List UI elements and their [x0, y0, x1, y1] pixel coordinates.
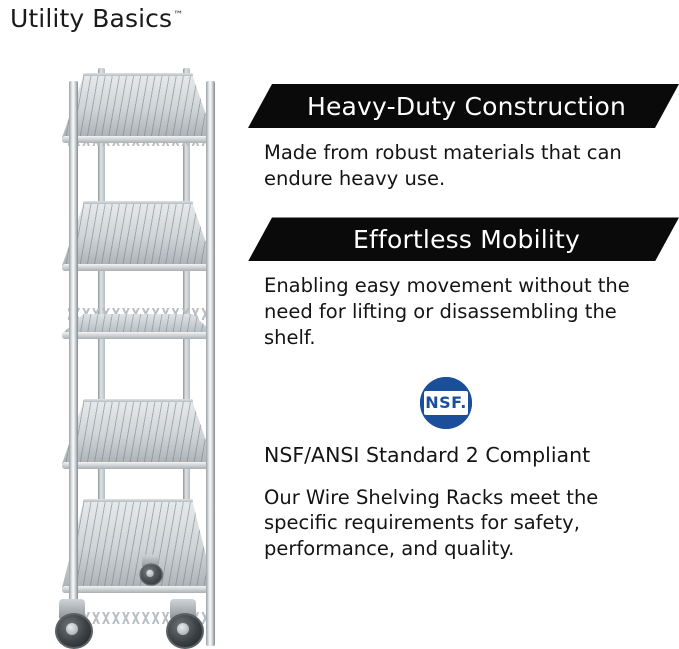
feature-body-heavy-duty: Made from robust materials that can endure heavy use.: [264, 141, 622, 190]
shelf-tier: [62, 402, 214, 464]
feature-banner-label: Heavy-Duty Construction: [306, 91, 627, 121]
shelf-deck: [62, 502, 214, 588]
product-image: [0, 46, 250, 645]
nsf-certification-icon: [420, 377, 472, 429]
shelf-front-rail: [62, 332, 214, 339]
caster-wheel: [166, 599, 200, 645]
trademark-symbol: ™: [173, 9, 184, 21]
shelf-deck: [62, 204, 214, 266]
shelf-post-front-right: [206, 81, 215, 646]
caster-hub: [146, 570, 153, 577]
shelf-deck: [62, 314, 214, 334]
caster-wheel: [55, 599, 89, 645]
caster-wheel: [139, 555, 160, 584]
shelf-front-rail: [62, 462, 214, 469]
shelf-front-rail: [62, 586, 214, 593]
brand-name: Utility Basics: [10, 4, 173, 33]
caster-hub: [66, 623, 78, 635]
nsf-badge-text: NSF.: [424, 391, 468, 415]
shelf-front-rail: [62, 136, 214, 143]
feature-banner-mobility: [248, 217, 679, 261]
shelf-post-front-left: [69, 81, 78, 646]
feature-body-mobility: Enabling easy movement without the need for lifting or disassembling the shelf.: [264, 274, 630, 349]
compliance-body: Our Wire Shelving Racks meet the specific requirements for safety, performance, and quality.: [264, 485, 599, 561]
shelf-deck: [62, 76, 214, 138]
shelf-deck: [62, 402, 214, 464]
compliance-title: NSF/ANSI Standard 2 Compliant: [264, 442, 591, 467]
caster-hub: [177, 623, 189, 635]
shelf-front-rail: [62, 264, 214, 271]
shelf-tier: [62, 314, 214, 334]
feature-list: [248, 84, 679, 588]
feature-banner-label: Effortless Mobility: [352, 224, 581, 254]
shelf-tier: [62, 204, 214, 266]
shelf-tier: [62, 502, 214, 588]
feature-banner-heavy-duty: [248, 84, 679, 128]
brand-wordmark: [10, 4, 183, 33]
nsf-badge-wrap: [420, 377, 679, 429]
shelf-tier: [62, 76, 214, 138]
